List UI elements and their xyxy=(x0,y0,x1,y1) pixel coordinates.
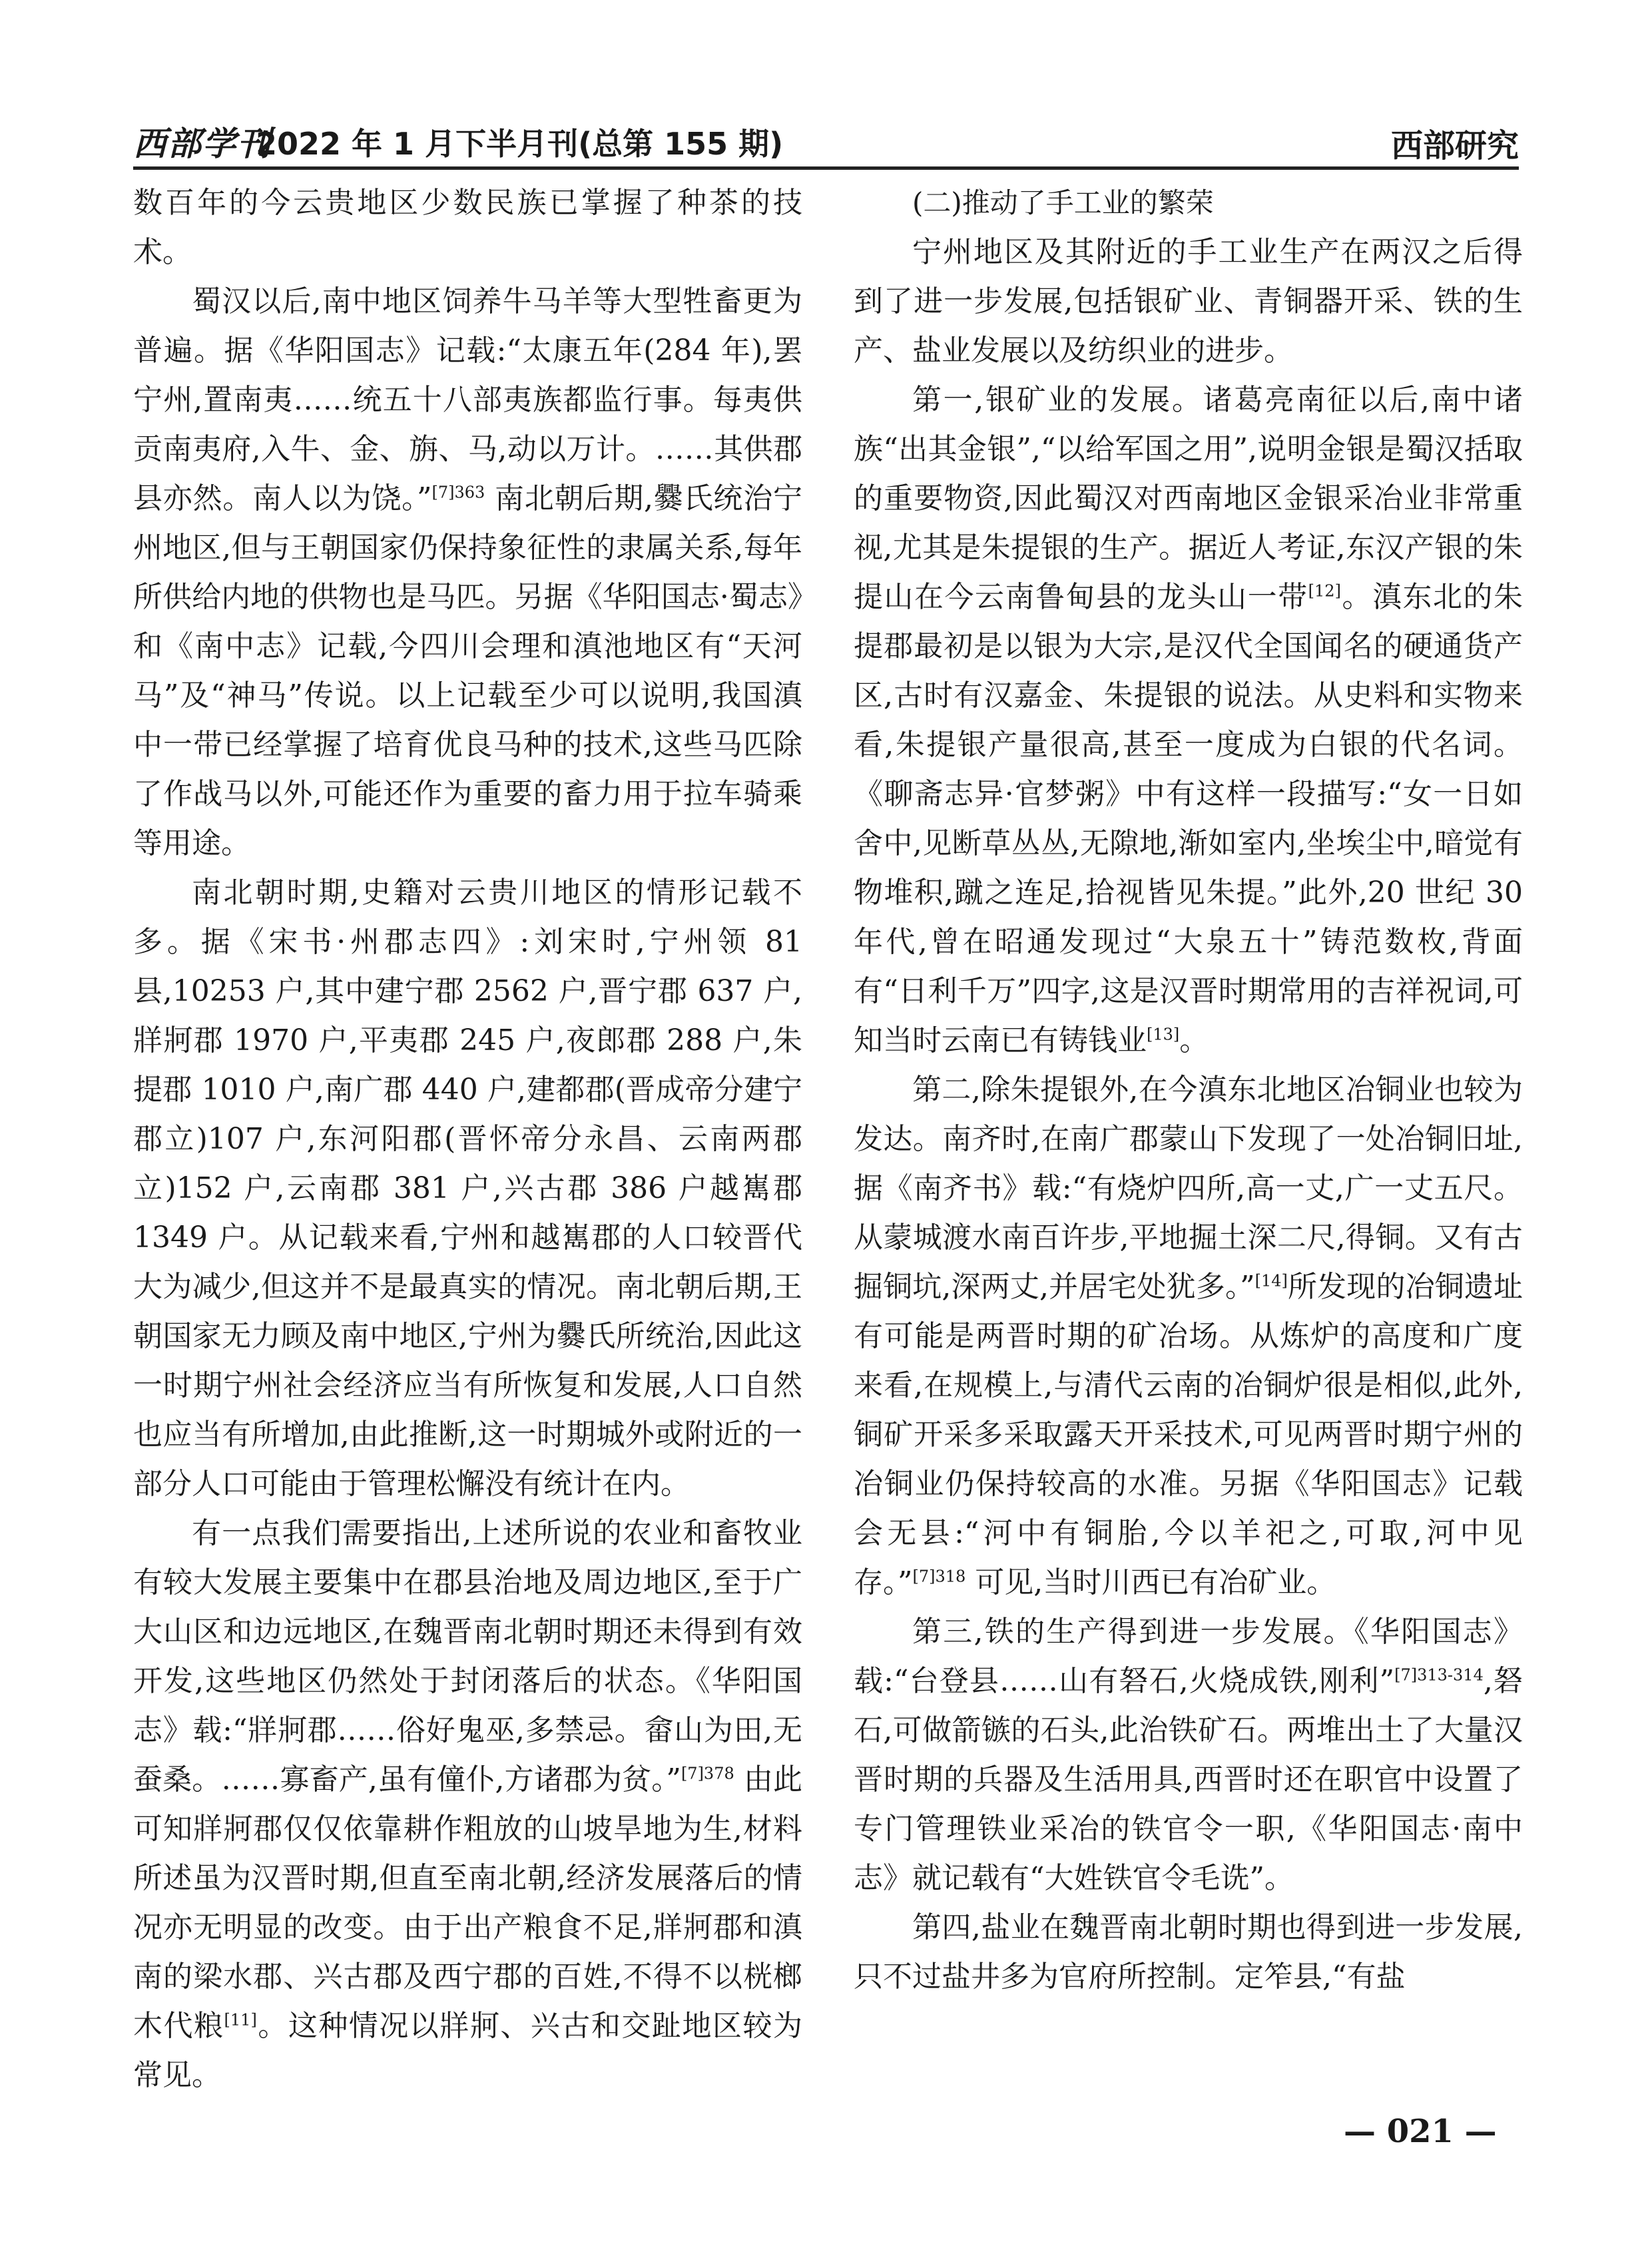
section-title: 西部研究 xyxy=(1390,127,1519,164)
citation-ref: [13] xyxy=(1147,1025,1180,1044)
paragraph-text: 有一点我们需要指出,上述所说的农业和畜牧业有较大发展主要集中在郡县治地及周边地区,至于广大山区和边远地区,在魏晋南北朝时期还未得到有效开发,这些地区仍然处于封闭落后的状态。《华阳国志》载:“牂牁郡……俗好鬼巫,多禁忌。畲山为田,无蚕桑。……寡畜产,虽有僮仆,方诸郡为贫。” xyxy=(133,1516,802,1797)
paragraph xyxy=(854,1607,1523,1903)
paragraph xyxy=(133,868,802,1509)
paragraph-text: 所发现的冶铜遗址有可能是两晋时期的矿冶场。从炼炉的高度和广度来看,在规模上,与清代云南的冶铜炉很是相似,此外,铜矿开采多采取露天开采技术,可见两晋时期宁州的冶铜业仍保持较高的水准。另据《华阳国志》记载会无县:“河中有铜胎,今以羊祀之,可取,河中见存。” xyxy=(854,1270,1523,1599)
paragraph xyxy=(854,1065,1523,1607)
issue-info: 2022 年 1 月下半月刊(总第 155 期) xyxy=(256,126,784,162)
paragraph-text: 南北朝时期,史籍对云贵川地区的情形记载不多。据《宋书·州郡志四》:刘宋时,宁州领 81 县,10253 户,其中建宁郡 2562 户,晋宁郡 637 户,牂牁郡 1970 户,平夷郡 245 户,夜郎郡 288 户,朱提郡 1010 户,南广郡 440 户,建都郡(晋成帝分建宁郡立)107 户,东河阳郡(晋怀帝分永昌、云南两郡立)152 户,云南郡 381 户,兴古郡 386 户越嶲郡 1349 户。从记载来看,宁州和越嶲郡的人口较晋代大为减少,但这并不是最真实的情况。南北朝后期,王朝国家无力顾及南中地区,宁州为爨氏所统治,因此这一时期宁州社会经济应当有所恢复和发展,人口自然也应当有所增加,由此推断,这一时期城外或附近的一部分人口可能由于管理松懈没有统计在内。 xyxy=(133,876,802,1501)
page-number: — 021 — xyxy=(1344,2113,1497,2150)
paragraph-text: 宁州地区及其附近的手工业生产在两汉之后得到了进一步发展,包括银矿业、青铜器开采、铁的生产、盐业发展以及纺织业的进步。 xyxy=(854,235,1523,368)
paragraph-text: 。 xyxy=(1179,1023,1209,1057)
paragraph-text: 南北朝后期,爨氏统治宁州地区,但与王朝国家仍保持象征性的隶属关系,每年所供给内地的供物也是马匹。另据《华阳国志·蜀志》和《南中志》记载,今四川会理和滇池地区有“天河马”及“神马”传说。以上记载至少可以说明,我国滇中一带已经掌握了培育优良马种的技术,这些马匹除了作战马以外,可能还作为重要的畜力用于拉车骑乘等用途。 xyxy=(133,481,802,860)
page-header xyxy=(133,100,1519,173)
paragraph xyxy=(133,178,802,277)
citation-ref: [7]318 xyxy=(912,1567,966,1586)
paragraph xyxy=(854,1903,1523,2002)
paragraph-text: 可见,当时川西已有冶矿业。 xyxy=(965,1565,1336,1599)
citation-ref: [7]363 xyxy=(431,483,485,502)
paragraph-text: 第三,铁的生产得到进一步发展。《华阳国志》载:“台登县……山有砮石,火烧成铁,刚利” xyxy=(854,1615,1523,1698)
journal-logo: 西部学刊 xyxy=(133,124,272,163)
paragraph-text: 数百年的今云贵地区少数民族已掌握了种茶的技术。 xyxy=(133,186,802,269)
paragraph xyxy=(133,277,802,868)
right-column xyxy=(854,178,1523,2002)
section-subheading xyxy=(854,178,1523,228)
left-column xyxy=(133,178,802,2100)
citation-ref: [7]313-314 xyxy=(1394,1665,1484,1685)
citation-ref: [14] xyxy=(1254,1271,1288,1290)
paragraph xyxy=(854,376,1523,1065)
citation-ref: [7]378 xyxy=(681,1764,734,1783)
paragraph-text: 蜀汉以后,南中地区饲养牛马羊等大型牲畜更为普遍。据《华阳国志》记载:“太康五年(284 年),罢宁州,置南夷……统五十八部夷族都监行事。每夷供贡南夷府,入牛、金、旃、马,动以万计。……其供郡县亦然。南人以为饶。” xyxy=(133,284,802,515)
citation-ref: [11] xyxy=(224,2010,257,2030)
paragraph-text: 。滇东北的朱提郡最初是以银为大宗,是汉代全国闻名的硬通货产区,古时有汉嘉金、朱提银的说法。从史料和实物来看,朱提银产量很高,甚至一度成为白银的代名词。《聊斋志异·官梦粥》中有这样一段描写:“女一日如舍中,见断草丛丛,无隙地,渐如室内,坐埃尘中,暗觉有物堆积,蹴之连足,拾视皆见朱提。”此外,20 世纪 30 年代,曾在昭通发现过“大泉五十”铸范数枚,背面有“日利千万”四字,这是汉晋时期常用的吉祥祝词,可知当时云南已有铸钱业 xyxy=(854,580,1523,1057)
paragraph-text: 。这种情况以牂牁、兴古和交趾地区较为常见。 xyxy=(133,2009,803,2092)
paragraph-text: 第二,除朱提银外,在今滇东北地区冶铜业也较为发达。南齐时,在南广郡蒙山下发现了一处冶铜旧址,据《南齐书》载:“有烧炉四所,高一丈,广一丈五尺。从蒙城渡水南百许步,平地掘土深二尺,得铜。又有古掘铜坑,深两丈,并居宅处犹多。” xyxy=(854,1073,1523,1304)
paragraph-text: 第一,银矿业的发展。诸葛亮南征以后,南中诸族“出其金银”,“以给军国之用”,说明金银是蜀汉括取的重要物资,因此蜀汉对西南地区金银采冶业非常重视,尤其是朱提银的生产。据近人考证,东汉产银的朱提山在今云南鲁甸县的龙头山一带 xyxy=(854,383,1523,614)
header-rule xyxy=(133,166,1519,170)
paragraph-text: ,砮石,可做箭镞的石头,此治铁矿石。两堆出土了大量汉晋时期的兵器及生活用具,西晋时还在职官中设置了专门管理铁业采冶的铁官令一职,《华阳国志·南中志》就记载有“大姓铁官令毛诜”。 xyxy=(854,1664,1523,1895)
paragraph-text: 第四,盐业在魏晋南北朝时期也得到进一步发展,只不过盐井多为官府所控制。定笮县,“有盐 xyxy=(854,1910,1523,1994)
paragraph-text: 由此可知牂牁郡仅仅依靠耕作粗放的山坡旱地为生,材料所述虽为汉晋时期,但直至南北朝,经济发展落后的情况亦无明显的改变。由于出产粮食不足,牂牁郡和滇南的梁水郡、兴古郡及西宁郡的百姓,不得不以桄榔木代粮 xyxy=(133,1763,802,2043)
paragraph xyxy=(133,1509,802,2100)
paragraph xyxy=(854,228,1523,376)
paragraph-text: (二)推动了手工业的繁荣 xyxy=(912,186,1214,219)
citation-ref: [12] xyxy=(1308,581,1341,601)
